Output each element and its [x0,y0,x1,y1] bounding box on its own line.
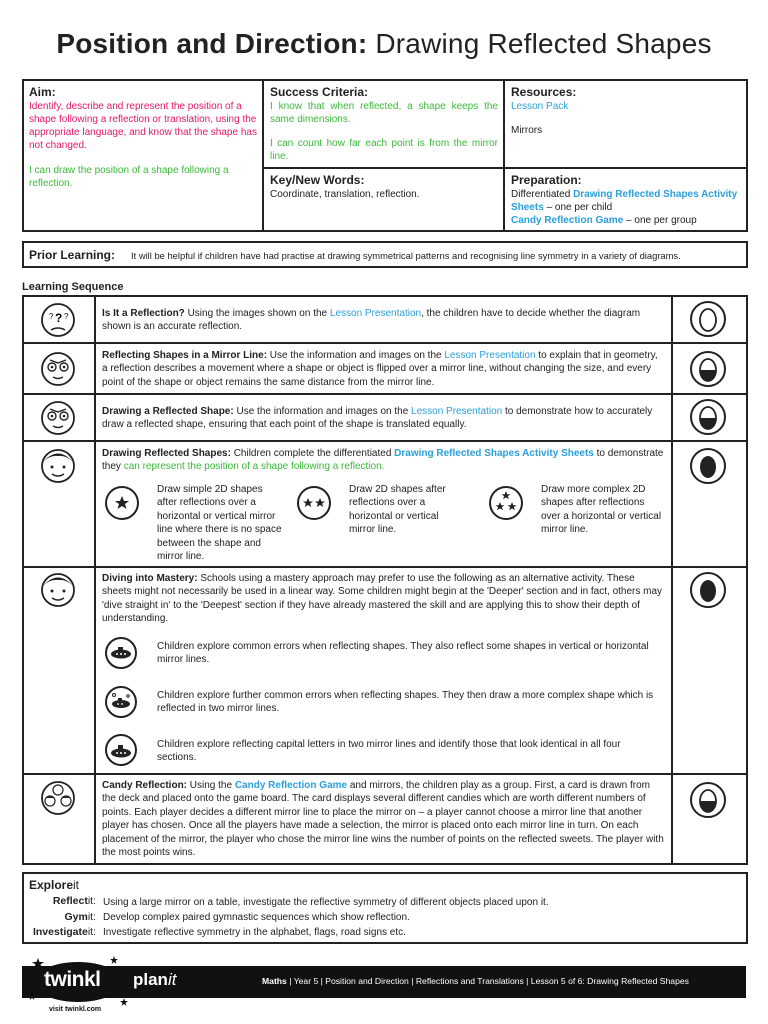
success-label: Success Criteria: [270,85,369,99]
egg-full-icon [689,571,727,609]
prior-label: Prior Learning: [29,248,116,262]
diff-text-2: Draw 2D shapes after reflections over a horizontal or vertical mirror line. [349,484,446,536]
two-stars-icon [296,485,332,521]
submarine-icon [104,733,138,767]
prep-suffix2: – one per group [623,215,697,226]
row-text-part: to demonstrate they [102,448,664,473]
resources-link-wrap [511,100,568,113]
planit-bold: plan [133,970,168,989]
twinkl-logo[interactable]: twinkl [44,968,101,991]
explore-investigate-label [22,926,96,938]
row-text-part: to demonstrate how to accurately draw a reflected shape, ensuring that each point of the shape is translated equally. [102,406,653,431]
prep-suffix1: – one per child [543,202,613,213]
submarine-icon [104,685,138,719]
candy-game-link[interactable]: Candy Reflection Game [234,780,348,791]
lesson-presentation-link[interactable]: Lesson Presentation [329,308,422,319]
page-title [0,28,768,60]
explore-gym-text: Develop complex paired gymnastic sequences which show reflection. [103,912,410,923]
explore-bold: Explore [29,878,74,892]
explore-investigate-text: Investigate reflective symmetry in the alphabet, flags, road signs etc. [103,927,406,938]
activity-sheets-link[interactable]: Drawing Reflected Shapes Activity Sheets [394,448,594,459]
svg-text:?: ? [64,312,69,321]
prior-text: It will be helpful if children have had practise at drawing symmetrical patterns and recognising line symmetry in a variety of diagrams. [131,250,681,261]
row-mirror-line [102,349,664,389]
explore-gym-label [22,911,96,923]
footer-breadcrumb [262,976,689,986]
footer-subject: Maths [262,976,287,986]
question-face-icon [38,302,78,338]
explore-it: it [73,878,80,892]
egg-half-icon [689,781,727,819]
egg-half-icon [689,350,727,388]
egg-full-icon [689,447,727,485]
row-is-it-reflection [102,307,664,334]
success-item-2: I can count how far each point is from the mirror line. [270,138,498,162]
row-text-part: Using the [187,780,235,791]
aim-label: Aim: [29,85,56,99]
prep-prefix: Differentiated [511,189,574,200]
explore-suffix: it: [87,911,96,923]
success-item-1: I know that when reflected, a shape keeps the same dimensions. [270,101,498,125]
row-text-part: Use the information and images on the [267,350,445,361]
aim-outcome: I can draw the position of a shape following a reflection. [29,165,229,189]
activity-sheets-link[interactable]: Drawing Reflected Shapes Activity Sheets [511,189,738,213]
preparation-text [511,188,741,227]
owl-face-icon [38,350,78,388]
row-heading: Reflecting Shapes in a Mirror Line: [102,350,268,361]
sequence-label: Learning Sequence [22,281,124,293]
row-drawing-reflected-shapes [102,447,664,474]
resources-item: Mirrors [511,125,543,136]
row-text-part: , the children have to decide whether the diagram shown is an accurate reflection. [102,308,641,333]
lesson-pack-link[interactable]: Lesson Pack [511,101,569,112]
row-outcome: can represent the position of a shape following a reflection. [123,461,385,473]
row-text-part: Children complete the differentiated [230,448,395,459]
row-heading: Candy Reflection: [102,780,188,791]
explore-name: Investigate [32,926,88,938]
planit-it: it [167,970,177,989]
diff-text-3: Draw more complex 2D shapes after reflections over a horizontal or vertical mirror line. [541,484,662,536]
mastery-text-3: Children explore reflecting capital letters in two mirror lines and identify those that look identical in all four sections. [157,739,621,764]
title-bold: Position and Direction: [56,28,368,59]
keywords-text: Coordinate, translation, reflection. [270,189,420,200]
egg-empty-icon [689,300,727,338]
three-stars-icon [488,485,524,521]
row-heading: Drawing Reflected Shapes: [102,448,231,459]
preparation-label: Preparation: [511,173,582,187]
explore-name: Reflect [52,895,88,907]
explore-suffix: it: [87,926,96,938]
row-diving-mastery [102,572,664,626]
child-face-icon [38,571,78,609]
row-candy-reflection [102,779,666,859]
explore-reflect-label [22,895,96,907]
row-drawing-reflected-shape [102,405,664,432]
title-rest: Drawing Reflected Shapes [375,28,712,59]
planit-logo [133,970,176,990]
explore-name: Gym [64,911,88,923]
egg-half-icon [689,398,727,436]
lesson-presentation-link[interactable]: Lesson Presentation [444,350,536,361]
group-faces-icon [38,779,78,817]
explore-suffix: it: [87,895,96,907]
row-text-part: Schools using a mastery approach may prefer to use the following as an alternative activity. These sheets might not necessarily be used in a linear way. Some children might begin at the 'Deeper' section and in fact, others may 'dive straight in' to the 'Deepest' section if they have already mastered the skill and are applying this to show their depth of understanding. [102,573,663,625]
svg-text:?: ? [55,311,63,325]
submarine-icon [104,636,138,670]
keywords-label: Key/New Words: [270,173,365,187]
row-text-part: Use the information and images on the [233,406,412,417]
one-star-icon [104,485,140,521]
child-face-icon [38,447,78,485]
svg-text:?: ? [49,312,54,321]
row-heading: Diving into Mastery: [102,573,198,584]
row-heading: Is It a Reflection? [102,308,185,319]
lesson-presentation-link[interactable]: Lesson Presentation [411,406,503,417]
row-text-part: to explain that in geometry, a reflection describes a movement where a shape or object is flipped over a mirror line, without changing the size, and every point of the shape or object remains the same distance from the mirror line. [102,350,658,388]
visit-link[interactable]: visit twinkl.com [49,1006,102,1013]
diff-text-1: Draw simple 2D shapes after reflections over a horizontal or vertical mirror line where there is no space between the shape and mirror line. [157,484,282,563]
resources-label: Resources: [511,85,577,99]
row-text-part: Using the images shown on the [184,308,330,319]
explore-reflect-text: Using a large mirror on a table, investigate the reflective symmetry of different objects placed upon it. [103,897,549,908]
candy-game-link[interactable]: Candy Reflection Game [511,215,624,226]
aim-text: Identify, describe and represent the position of a shape following a reflection or translation, using the appropriate language, and know that the shape has not changed. [29,101,257,151]
row-text-part: and mirrors, the children play as a group. First, a card is drawn from the deck and placed onto the game board. The card displays several different candies which are worth different numbers of points. Each player decides a different mirror line to place the mirror on – a player cannot choose a mirror line that another player has chosen. Once all the players have made a selection, the mirror is placed onto each mirror line in turn. On each placement of the mirror, the player who chose the mirror line wins the number of points on the reflected sweets. The player with the most points wins. [102,780,664,859]
footer-path: | Year 5 | Position and Direction | Reflections and Translations | Lesson 5 of 6: Drawing Reflected Shapes [286,976,689,986]
explore-label [29,878,79,892]
owl-face-icon [38,399,78,437]
mastery-text-1: Children explore common errors when reflecting shapes. They also reflect some shapes in vertical or horizontal mirror lines. [157,641,649,666]
row-heading: Drawing a Reflected Shape: [102,406,234,417]
mastery-text-2: Children explore further common errors when reflecting shapes. They then draw a more complex shape which is reflected in two mirror lines. [157,690,654,715]
